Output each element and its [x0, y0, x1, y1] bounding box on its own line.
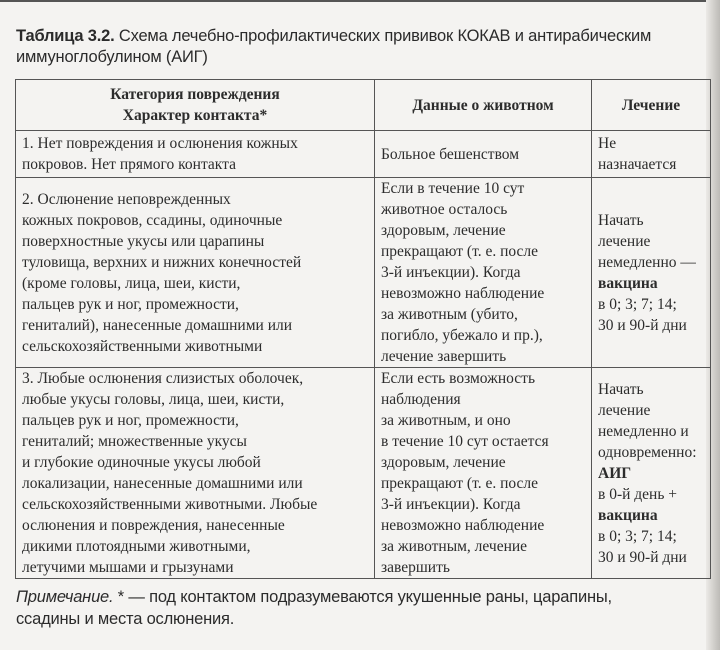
- animal-data-line: наблюдения: [381, 391, 461, 408]
- treatment-line: АИГ: [598, 464, 632, 482]
- top-rule: [0, 0, 706, 2]
- note-line2: ссадины и места ослюнения.: [16, 610, 235, 628]
- treatment-line: немедленно и: [598, 422, 689, 440]
- header-category-line2: Характер контакта*: [122, 107, 268, 124]
- category-cell: [16, 131, 375, 178]
- animal-data-line: за животным (убито,: [381, 306, 518, 323]
- category-line: (кроме головы, лица, шеи, кисти,: [22, 274, 241, 292]
- animal-data-line: здоровым, лечение: [381, 454, 506, 471]
- treatment-line: 30 и 90-й дни: [598, 316, 687, 334]
- treatment-line: Начать: [598, 211, 644, 229]
- category-line: кожных покровов, ссадины, одиночные: [22, 211, 283, 229]
- animal-data-line: погибло, убежало и пр.),: [381, 327, 543, 344]
- treatment-line: лечение: [598, 232, 651, 250]
- animal-data-line: Если в течение 10 сут: [381, 180, 525, 197]
- treatment-line: в 0-й день +: [598, 485, 678, 503]
- treatment-line: Не: [598, 135, 617, 152]
- vaccination-scheme-table: [15, 79, 711, 579]
- category-line: поверхностные укусы или царапины: [22, 232, 265, 250]
- animal-data-line: прекращают (т. е. после: [381, 475, 538, 492]
- treatment-cell: [592, 178, 711, 368]
- animal-data-line: прекращают (т. е. после: [381, 243, 538, 260]
- treatment-line: назначается: [598, 156, 677, 173]
- category-line: локализации, нанесенные домашними или: [22, 475, 303, 492]
- table-row: [16, 131, 711, 178]
- category-line: пальцев рук и ног, промежности,: [22, 412, 239, 429]
- table-caption: [16, 26, 716, 68]
- table-header-row: [16, 80, 711, 131]
- category-line: сельскохозяйственными животными: [22, 337, 263, 355]
- note-label: Примечание.: [16, 588, 114, 606]
- animal-data-line: завершить: [381, 559, 450, 576]
- caption-title-line1: Схема лечебно-профилактических прививок КОКАВ и антирабическим: [118, 27, 652, 45]
- animal-data-line: за животным, лечение: [381, 538, 528, 555]
- category-line: ослюнения и повреждения, нанесенные: [22, 517, 285, 534]
- header-animal-data: [375, 80, 592, 131]
- animal-data-line: невозможно наблюдение: [381, 517, 545, 534]
- animal-data-line: 3-й инъекции). Когда: [381, 496, 521, 513]
- header-category: [16, 80, 375, 131]
- category-line: пальцев рук и ног, промежности,: [22, 295, 239, 313]
- category-line: любые укусы головы, лица, шеи, кисти,: [22, 391, 285, 408]
- treatment-line: лечение: [598, 401, 651, 419]
- animal-data-line: животное осталось: [381, 201, 508, 218]
- category-line: летучими мышами и грызунами: [22, 559, 234, 576]
- animal-data-cell: [375, 131, 592, 178]
- treatment-cell: [592, 131, 711, 178]
- treatment-line: в 0; 3; 7; 14;: [598, 527, 677, 545]
- table-row: [16, 368, 711, 579]
- treatment-line: немедленно —: [598, 253, 696, 271]
- caption-title-line2: иммуноглобулином (АИГ): [16, 48, 208, 66]
- table-note: [16, 586, 716, 630]
- category-line: 3. Любые ослюнения слизистых оболочек,: [22, 370, 304, 387]
- treatment-line: вакцина: [598, 506, 658, 524]
- category-line: гениталий), нанесенные домашними или: [22, 316, 293, 334]
- category-cell: [16, 178, 375, 368]
- treatment-line: одновременно:: [598, 443, 697, 461]
- category-line: 2. Ослюнение неповрежденных: [22, 190, 231, 208]
- treatment-line: Начать: [598, 380, 644, 398]
- animal-data-line: за животным, и оно: [381, 412, 511, 429]
- animal-data-line: здоровым, лечение: [381, 222, 506, 239]
- category-line: туловища, верхних и нижних конечностей: [22, 253, 302, 271]
- category-line: и глубокие одиночные укусы любой: [22, 454, 261, 471]
- category-cell: [16, 368, 375, 579]
- header-treatment: [592, 80, 711, 131]
- table-row: [16, 178, 711, 368]
- animal-data-cell: [375, 178, 592, 368]
- note-line1: * — под контактом подразумеваются укушенные раны, царапины,: [113, 588, 612, 606]
- category-line: покровов. Нет прямого контакта: [22, 156, 236, 173]
- header-category-line1: Категория повреждения: [110, 86, 280, 103]
- header-animal-text: Данные о животном: [412, 96, 554, 114]
- category-line: дикими плотоядными животными,: [22, 538, 251, 555]
- header-treatment-text: Лечение: [621, 96, 681, 114]
- category-line: гениталий; множественные укусы: [22, 433, 247, 450]
- category-line: сельскохозяйственными животными. Любые: [22, 496, 318, 513]
- animal-data-line: Больное бешенством: [381, 145, 520, 163]
- animal-data-line: 3-й инъекции). Когда: [381, 264, 521, 281]
- animal-data-line: лечение завершить: [381, 348, 507, 365]
- treatment-line: в 0; 3; 7; 14;: [598, 295, 677, 313]
- treatment-line: 30 и 90-й дни: [598, 548, 687, 566]
- category-line: 1. Нет повреждения и ослюнения кожных: [22, 135, 298, 152]
- treatment-line: вакцина: [598, 274, 658, 292]
- animal-data-line: невозможно наблюдение: [381, 285, 545, 302]
- treatment-cell: [592, 368, 711, 579]
- caption-label: Таблица 3.2.: [16, 27, 115, 45]
- animal-data-cell: [375, 368, 592, 579]
- animal-data-line: Если есть возможность: [381, 370, 536, 387]
- animal-data-line: в течение 10 сут остается: [381, 433, 549, 450]
